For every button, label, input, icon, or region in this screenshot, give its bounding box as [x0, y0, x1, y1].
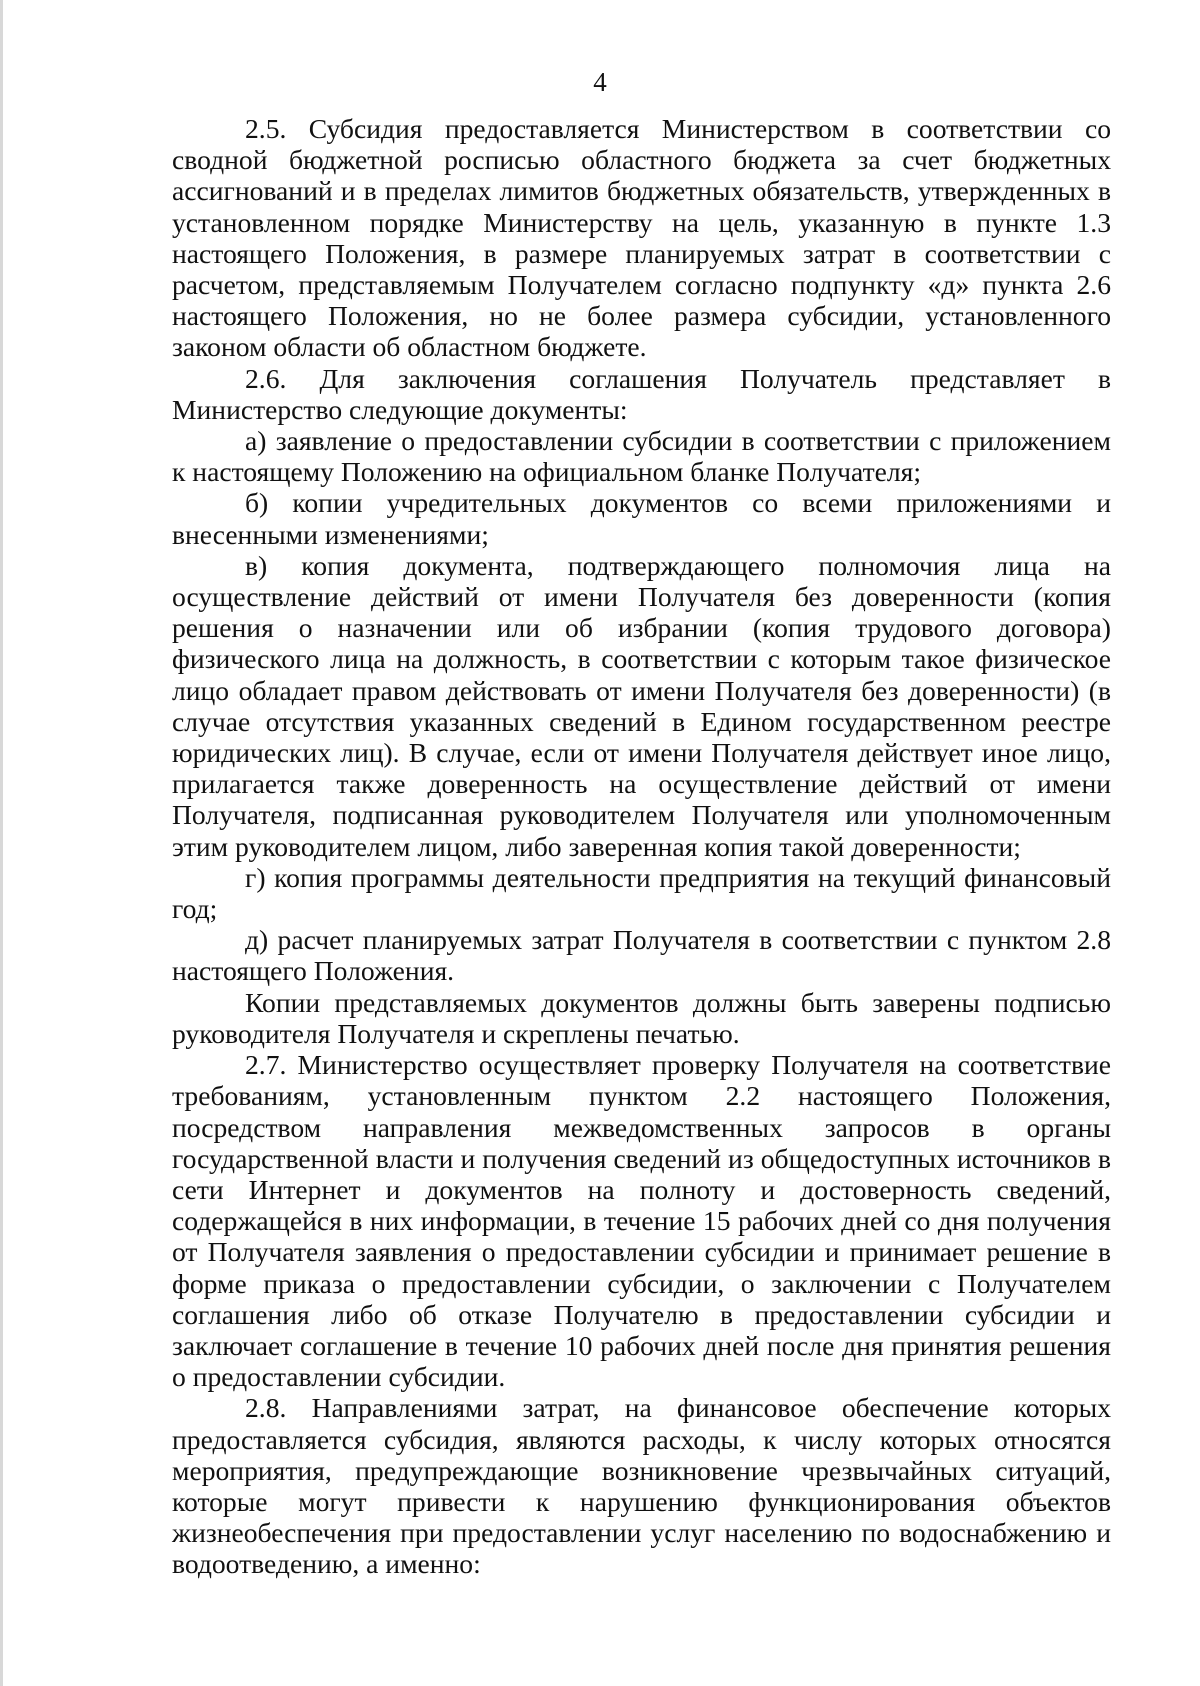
paragraph-2-8: 2.8. Направлениями затрат, на финансовое обеспечение которых предоставляется субсидия, являются расходы, к числу которых относятся мероприятия, предупреждающие возникновение чрезвычайных ситуаций, которые могут привести к нарушению функционирования объектов жизнеобеспечения при предоставлении услуг населению по водоснабжению и водоотведению, а именно:	[172, 1392, 1111, 1580]
list-item-d: д) расчет планируемых затрат Получателя в соответствии с пунктом 2.8 настоящего Положения.	[172, 924, 1111, 987]
list-item-b: б) копии учредительных документов со всеми приложениями и внесенными изменениями;	[172, 487, 1111, 550]
scan-edge	[0, 0, 3, 1686]
paragraph-2-6: 2.6. Для заключения соглашения Получатель представляет в Министерство следующие документы:	[172, 362, 1111, 425]
list-item-v: в) копия документа, подтверждающего полномочия лица на осуществление действий от имени Получателя без доверенности (копия решения о назначении или об избрании (копия трудового договора) физического лица на должность, в соответствии с которым такое физическое лицо обладает правом действовать от имени Получателя без доверенности) (в случае отсутствия указанных сведений в Едином государственном реестре юридических лиц). В случае, если от имени Получателя действует иное лицо, прилагается также доверенность на осуществление действий от имени Получателя, подписанная руководителем Получателя или уполномоченным этим руководителем лицом, либо заверенная копия такой доверенности;	[172, 549, 1111, 862]
page-number: 4	[593, 67, 607, 97]
paragraph-copies-note: Копии представляемых документов должны быть заверены подписью руководителя Получателя и скреплены печатью.	[172, 986, 1111, 1049]
list-item-a: а) заявление о предоставлении субсидии в соответствии с приложением к настоящему Положению на официальном бланке Получателя;	[172, 425, 1111, 488]
paragraph-2-5: 2.5. Субсидия предоставляется Министерством в соответствии со сводной бюджетной росписью областного бюджета за счет бюджетных ассигнований и в пределах лимитов бюджетных обязательств, утвержденных в установленном порядке Министерству на цель, указанную в пункте 1.3 настоящего Положения, в размере планируемых затрат в соответствии с расчетом, представляемым Получателем согласно подпункту «д» пункта 2.6 настоящего Положения, но не более размера субсидии, установленного законом области об областном бюджете.	[172, 113, 1111, 363]
document-body	[172, 113, 1111, 1580]
paragraph-2-7: 2.7. Министерство осуществляет проверку Получателя на соответствие требованиям, установленным пунктом 2.2 настоящего Положения, посредством направления межведомственных запросов в органы государственной власти и получения сведений из общедоступных источников в сети Интернет и документов на полноту и достоверность сведений, содержащейся в них информации, в течение 15 рабочих дней со дня получения от Получателя заявления о предоставлении субсидии и принимает решение в форме приказа о предоставлении субсидии, о заключении с Получателем соглашения либо об отказе Получателю в предоставлении субсидии и заключает соглашение в течение 10 рабочих дней после дня принятия решения о предоставлении субсидии.	[172, 1049, 1111, 1393]
list-item-g: г) копия программы деятельности предприятия на текущий финансовый год;	[172, 861, 1111, 925]
